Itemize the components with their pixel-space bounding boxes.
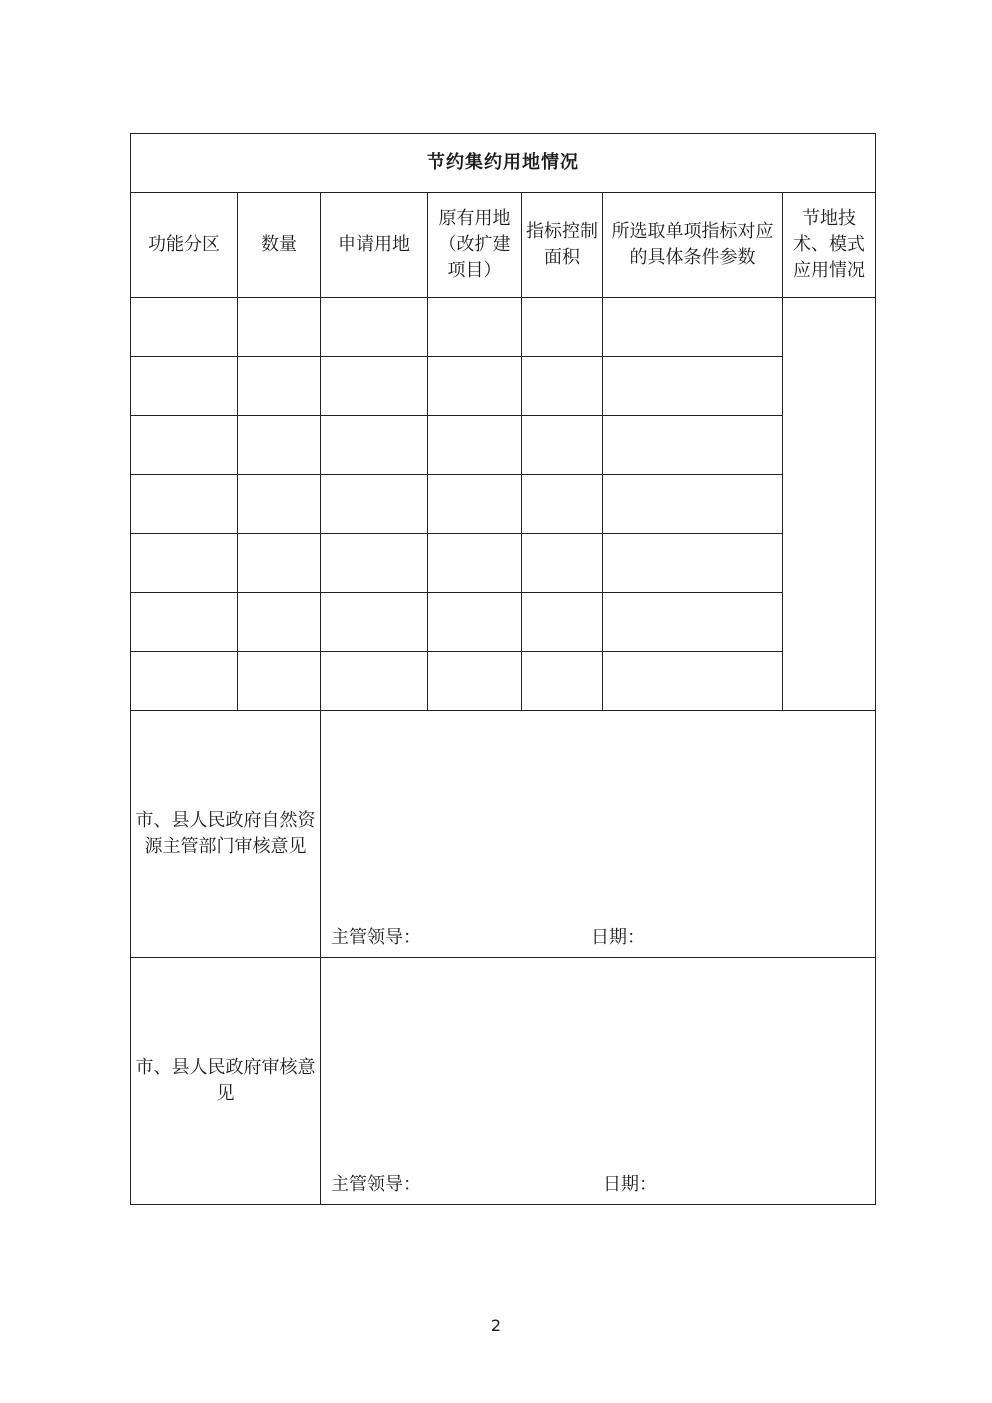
table-cell[interactable]: [131, 298, 238, 357]
table-cell[interactable]: [603, 652, 783, 711]
natural-resources-review-content[interactable]: [321, 711, 876, 958]
table-cell[interactable]: [321, 416, 428, 475]
table-row: [131, 475, 876, 534]
government-review-content[interactable]: [321, 958, 876, 1205]
table-title: 节约集约用地情况: [131, 134, 876, 193]
table-row: [131, 357, 876, 416]
table-cell[interactable]: [321, 593, 428, 652]
leader-label: 主管领导：: [331, 927, 421, 948]
table-cell[interactable]: [238, 475, 321, 534]
table-row: [131, 652, 876, 711]
table-cell[interactable]: [131, 357, 238, 416]
table-cell[interactable]: [131, 652, 238, 711]
table-cell[interactable]: [131, 534, 238, 593]
land-saving-tech-cell[interactable]: [783, 298, 876, 711]
table-cell[interactable]: [603, 593, 783, 652]
table-cell[interactable]: [428, 357, 522, 416]
table-cell[interactable]: [522, 357, 603, 416]
table-row: [131, 416, 876, 475]
table-cell[interactable]: [428, 652, 522, 711]
date-label: 日期：: [603, 1174, 657, 1195]
table-cell[interactable]: [428, 416, 522, 475]
header-land-saving-tech: 节地技术、模式应用情况: [783, 193, 876, 298]
table-row: [131, 593, 876, 652]
table-cell[interactable]: [522, 298, 603, 357]
table-cell[interactable]: [321, 298, 428, 357]
table-cell[interactable]: [321, 475, 428, 534]
table-cell[interactable]: [321, 652, 428, 711]
table-cell[interactable]: [603, 298, 783, 357]
table-cell[interactable]: [428, 593, 522, 652]
table-cell[interactable]: [428, 534, 522, 593]
table-cell[interactable]: [131, 416, 238, 475]
table-cell[interactable]: [522, 416, 603, 475]
table-cell[interactable]: [603, 475, 783, 534]
table-cell[interactable]: [522, 534, 603, 593]
table-cell[interactable]: [238, 534, 321, 593]
page-number: 2: [490, 1316, 502, 1335]
table-cell[interactable]: [603, 534, 783, 593]
table-cell[interactable]: [603, 357, 783, 416]
header-existing-land: 原有用地（改扩建项目）: [428, 193, 522, 298]
table-cell[interactable]: [428, 298, 522, 357]
header-requested-land: 申请用地: [321, 193, 428, 298]
table-cell[interactable]: [321, 534, 428, 593]
table-cell[interactable]: [522, 593, 603, 652]
header-function-zone: 功能分区: [131, 193, 238, 298]
table-cell[interactable]: [238, 652, 321, 711]
table-row: [131, 534, 876, 593]
header-condition-params: 所选取单项指标对应的具体条件参数: [603, 193, 783, 298]
table-cell[interactable]: [321, 357, 428, 416]
table-cell[interactable]: [131, 593, 238, 652]
table-cell[interactable]: [522, 475, 603, 534]
header-quantity: 数量: [238, 193, 321, 298]
table-row: [131, 298, 876, 357]
table-cell[interactable]: [238, 298, 321, 357]
header-row: [131, 193, 876, 298]
table-cell[interactable]: [428, 475, 522, 534]
government-review-row: [131, 958, 876, 1205]
table-cell[interactable]: [603, 416, 783, 475]
table-cell[interactable]: [131, 475, 238, 534]
natural-resources-review-label: 市、县人民政府自然资源主管部门审核意见: [131, 711, 321, 958]
table-cell[interactable]: [522, 652, 603, 711]
table-cell[interactable]: [238, 593, 321, 652]
date-label: 日期：: [591, 927, 645, 948]
leader-label: 主管领导：: [331, 1174, 421, 1195]
land-use-form-table: [130, 133, 876, 1205]
natural-resources-review-row: [131, 711, 876, 958]
header-control-area: 指标控制面积: [522, 193, 603, 298]
table-cell[interactable]: [238, 357, 321, 416]
government-review-label: 市、县人民政府审核意见: [131, 958, 321, 1205]
table-cell[interactable]: [238, 416, 321, 475]
